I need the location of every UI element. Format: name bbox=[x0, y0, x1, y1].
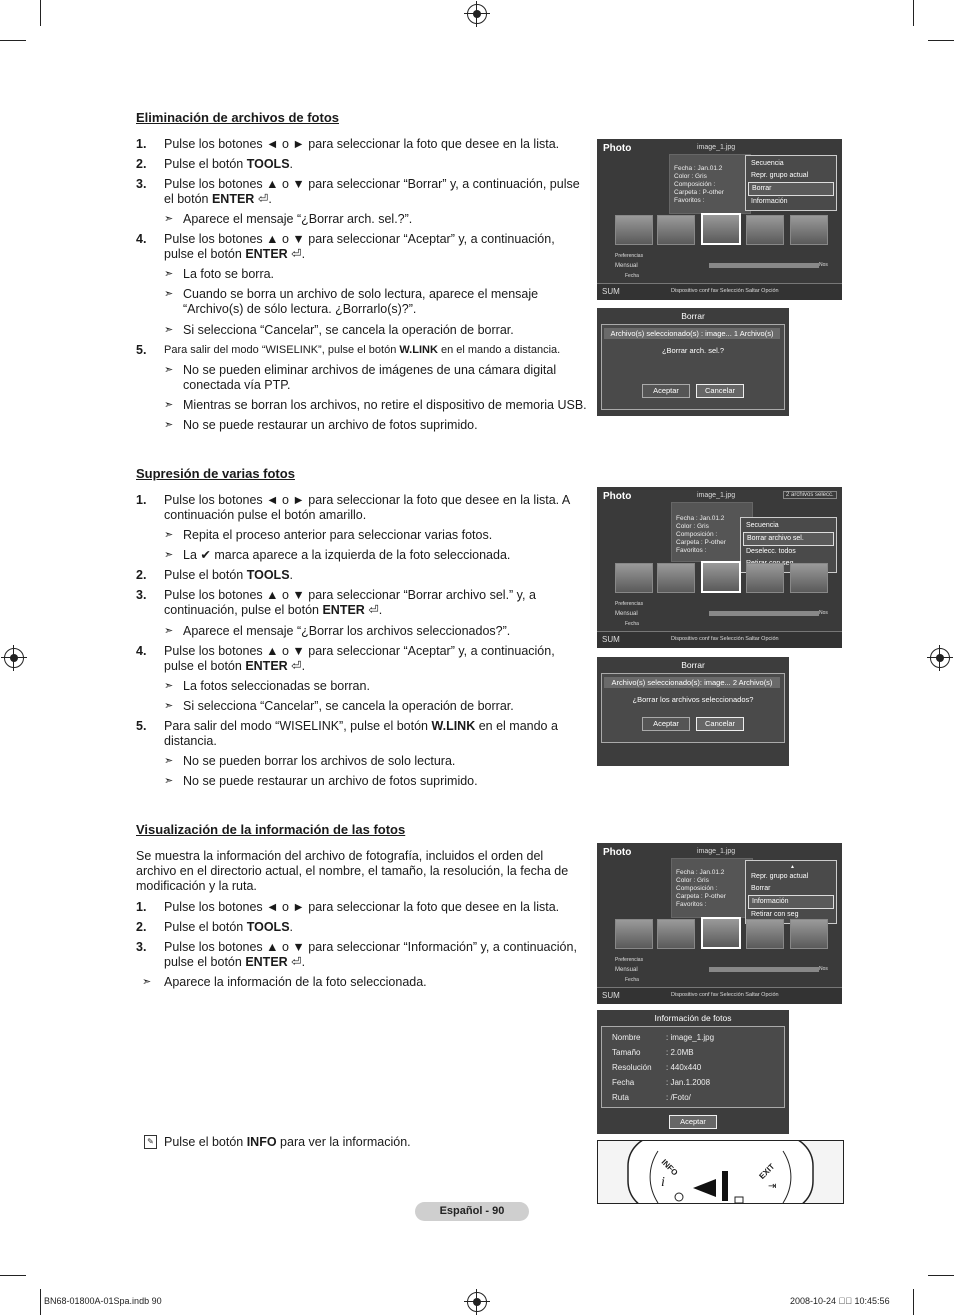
ok-button[interactable]: Aceptar bbox=[642, 384, 690, 398]
arrow-icon: ➣ bbox=[164, 288, 174, 300]
crop-mark bbox=[40, 1289, 41, 1315]
step: 3. Pulse los botones ▲ o ▼ para seleccionar “Borrar” y, a continuación, pulse el botón ENTER ⏎. bbox=[136, 177, 580, 206]
step: 2. Pulse el botón TOOLS. bbox=[136, 568, 294, 582]
arrow-icon: ➣ bbox=[164, 775, 174, 787]
registration-mark-icon bbox=[467, 4, 487, 24]
enter-icon: ⏎ bbox=[291, 659, 302, 673]
arrow-icon: ➣ bbox=[164, 755, 174, 767]
arrow-icon: ➣ bbox=[164, 268, 174, 280]
crop-mark bbox=[0, 1275, 26, 1276]
thumbnail-strip bbox=[615, 563, 830, 593]
note: ➣ No se pueden eliminar archivos de imágenes de una cámara digital conectada vía PTP. bbox=[164, 363, 557, 392]
tv-screenshot: Photo image_1.jpg Fecha : Jan.01.2 Color : Gris Composición : Carpeta : P-other Favoritos : ▲ Repr. grupo actual Borrar Información Retirar con seg Preferencias Mensual Nos Fecha SUM Dispositivo conf fav Selección Saltar Opción bbox=[597, 843, 842, 1004]
arrow-icon: ➣ bbox=[164, 529, 174, 541]
tv-screenshot: Photo image_1.jpg Fecha : Jan.01.2 Color : Gris Composición : Carpeta : P-other Favoritos : Secuencia Repr. grupo actual Borrar Información Preferencias Mensual Nos Fecha SUM Dispositivo conf fav Selección Saltar Opción bbox=[597, 139, 842, 300]
tip: ✎ Pulse el botón INFO para ver la información. bbox=[136, 1135, 588, 1150]
remote-control-illustration bbox=[597, 1140, 844, 1204]
arrow-icon: ➣ bbox=[142, 976, 152, 988]
step: 2. Pulse el botón TOOLS. bbox=[136, 920, 294, 934]
arrow-icon: ➣ bbox=[164, 364, 174, 376]
section-heading: Eliminación de archivos de fotos bbox=[136, 110, 339, 125]
step: 1. Pulse los botones ◄ o ► para seleccionar la foto que desee en la lista. A continuación pulse el botón amarillo. bbox=[136, 493, 570, 522]
crop-mark bbox=[40, 0, 41, 26]
arrow-icon: ➣ bbox=[164, 549, 174, 561]
step: 4. Pulse los botones ▲ o ▼ para seleccionar “Aceptar” y, a continuación, pulse el botón ENTER ⏎. bbox=[136, 232, 555, 261]
note: ➣ Cuando se borra un archivo de solo lectura, aparece el mensaje “Archivo(s) de sólo lectura. ¿Borrarlo(s)?”. bbox=[164, 287, 539, 316]
section-heading: Supresión de varias fotos bbox=[136, 466, 295, 481]
enter-icon: ⏎ bbox=[291, 955, 302, 969]
exit-button-label: EXIT bbox=[757, 1162, 777, 1181]
up-arrow-icon: ▲ bbox=[790, 864, 795, 870]
tools-menu: Secuencia Borrar archivo sel. Deselecc. todos seg bbox=[740, 517, 837, 573]
crop-mark bbox=[0, 40, 26, 41]
note: ➣ Mientras se borran los archivos, no retire el dispositivo de memoria USB. bbox=[164, 398, 587, 412]
registration-mark-icon bbox=[930, 648, 950, 668]
note: ➣ Aparece la información de la foto seleccionada. bbox=[142, 975, 427, 989]
cancel-button[interactable]: Cancelar bbox=[696, 717, 744, 731]
step: 1. Pulse los botones ◄ o ► para seleccionar la foto que desee en la lista. bbox=[136, 137, 560, 151]
photo-info-dialog: Información de fotos Nombre : image_1.jpg Tamaño : 2.0MB Resolución : 440x440 Fecha : Jan.1.2008 Ruta : /Foto/ Aceptar bbox=[597, 1010, 789, 1134]
crop-mark bbox=[913, 1289, 914, 1315]
note: ➣ Si selecciona “Cancelar”, se cancela la operación de borrar. bbox=[164, 323, 514, 337]
note: ➣ La foto se borra. bbox=[164, 267, 275, 281]
registration-mark-icon bbox=[4, 648, 24, 668]
step: 3. Pulse los botones ▲ o ▼ para seleccionar “Borrar archivo sel.” y, a continuación, pulse el botón ENTER ⏎. bbox=[136, 588, 536, 617]
info-button-label: INFO bbox=[659, 1157, 680, 1178]
ok-button[interactable]: Aceptar bbox=[669, 1115, 717, 1129]
crop-mark bbox=[913, 0, 914, 26]
delete-dialog: Borrar Archivo(s) seleccionado(s) : image... 1 Archivo(s) ¿Borrar arch. sel.? Aceptar Cancelar bbox=[597, 308, 789, 416]
page-number: Español - 90 bbox=[415, 1202, 529, 1221]
registration-mark-icon bbox=[467, 1292, 487, 1312]
step: 5. Para salir del modo “WISELINK”, pulse el botón W.LINK en el mando a distancia. bbox=[136, 343, 561, 357]
note: ➣ No se puede restaurar un archivo de fotos suprimido. bbox=[164, 774, 478, 788]
delete-dialog: Borrar Archivo(s) seleccionado(s): image... 2 Archivo(s) ¿Borrar los archivos seleccionados? Aceptar Cancelar bbox=[597, 657, 789, 766]
arrow-icon: ➣ bbox=[164, 680, 174, 692]
tools-menu: Secuencia Repr. grupo actual Borrar Información bbox=[745, 155, 837, 211]
step: 1. Pulse los botones ◄ o ► para seleccionar la foto que desee en la lista. bbox=[136, 900, 560, 914]
tv-screenshot: Photo image_1.jpg 2 archivos selecc. Fecha : Jan.01.2 Color : Gris Composición : Carpeta : P-other Favoritos : Secuencia Borrar archivo sel. Deselecc. todos seg Preferencias Mensual Nos Fecha SUM Dispositivo conf fav Selección Saltar Opción bbox=[597, 487, 842, 648]
arrow-icon: ➣ bbox=[164, 399, 174, 411]
note: ➣ La fotos seleccionadas se borran. bbox=[164, 679, 370, 693]
note: ➣ Si selecciona “Cancelar”, se cancela la operación de borrar. bbox=[164, 699, 514, 713]
step: 3. Pulse los botones ▲ o ▼ para seleccionar “Información” y, a continuación, pulse el botón ENTER ⏎. bbox=[136, 940, 577, 969]
info-box: Fecha : Jan.01.2 Color : Gris Composición : Carpeta : P-other Favoritos : bbox=[669, 154, 751, 214]
info-icon: i bbox=[661, 1175, 665, 1190]
note: ➣ Aparece el mensaje “¿Borrar los archivos seleccionados?”. bbox=[164, 624, 511, 638]
section-heading: Visualización de la información de las fotos bbox=[136, 822, 406, 837]
arrow-icon: ➣ bbox=[164, 213, 174, 225]
enter-icon: ⏎ bbox=[257, 192, 269, 206]
tools-menu: ▲ Repr. grupo actual Borrar Información Retirar con seg bbox=[745, 860, 837, 924]
note-icon: ✎ bbox=[144, 1135, 157, 1149]
note: ➣ Aparece el mensaje “¿Borrar arch. sel.?”. bbox=[164, 212, 413, 226]
step: 2. Pulse el botón TOOLS. bbox=[136, 157, 294, 171]
footer-left: BN68-01800A-01Spa.indb 90 bbox=[44, 1296, 162, 1306]
note: ➣ No se pueden borrar los archivos de solo lectura. bbox=[164, 754, 456, 768]
ok-button[interactable]: Aceptar bbox=[642, 717, 690, 731]
exit-icon: ⇥ bbox=[768, 1181, 777, 1192]
paragraph: Se muestra la información del archivo de fotografía, incluidos el orden del archivo en el directorio actual, el nombre, el tamaño, la resolución, la fecha de modificación y la ruta. bbox=[136, 849, 569, 893]
arrow-icon: ➣ bbox=[164, 419, 174, 431]
info-box: Fecha : Jan.01.2 Color : Gris Composición : Carpeta : P-other Favoritos : bbox=[671, 858, 753, 918]
cancel-button[interactable]: Cancelar bbox=[696, 384, 744, 398]
enter-icon: ⏎ bbox=[291, 247, 302, 261]
check-icon: ✔ bbox=[200, 548, 211, 562]
thumbnail-strip bbox=[615, 919, 830, 949]
note: ➣ Repita el proceso anterior para seleccionar varias fotos. bbox=[164, 528, 493, 542]
step: 5. Para salir del modo “WISELINK”, pulse el botón W.LINK en el mando a distancia. bbox=[136, 719, 558, 748]
crop-mark bbox=[928, 1275, 954, 1276]
arrow-icon: ➣ bbox=[164, 700, 174, 712]
footer-right: 2008-10-24 ￿￿ 10:45:56 bbox=[790, 1296, 890, 1306]
note: ➣ La ✔ marca aparece a la izquierda de la foto seleccionada. bbox=[164, 548, 511, 562]
info-box: Fecha : Jan.01.2 Color : Gris Composición : Carpeta : P-other Favoritos : bbox=[671, 502, 753, 562]
crop-mark bbox=[928, 40, 954, 41]
arrow-icon: ➣ bbox=[164, 324, 174, 336]
step: 4. Pulse los botones ▲ o ▼ para seleccionar “Aceptar” y, a continuación, pulse el botón ENTER ⏎. bbox=[136, 644, 555, 673]
thumbnail-strip bbox=[615, 215, 830, 245]
enter-icon: ⏎ bbox=[368, 603, 379, 617]
arrow-icon: ➣ bbox=[164, 625, 174, 637]
note: ➣ No se puede restaurar un archivo de fotos suprimido. bbox=[164, 418, 478, 432]
